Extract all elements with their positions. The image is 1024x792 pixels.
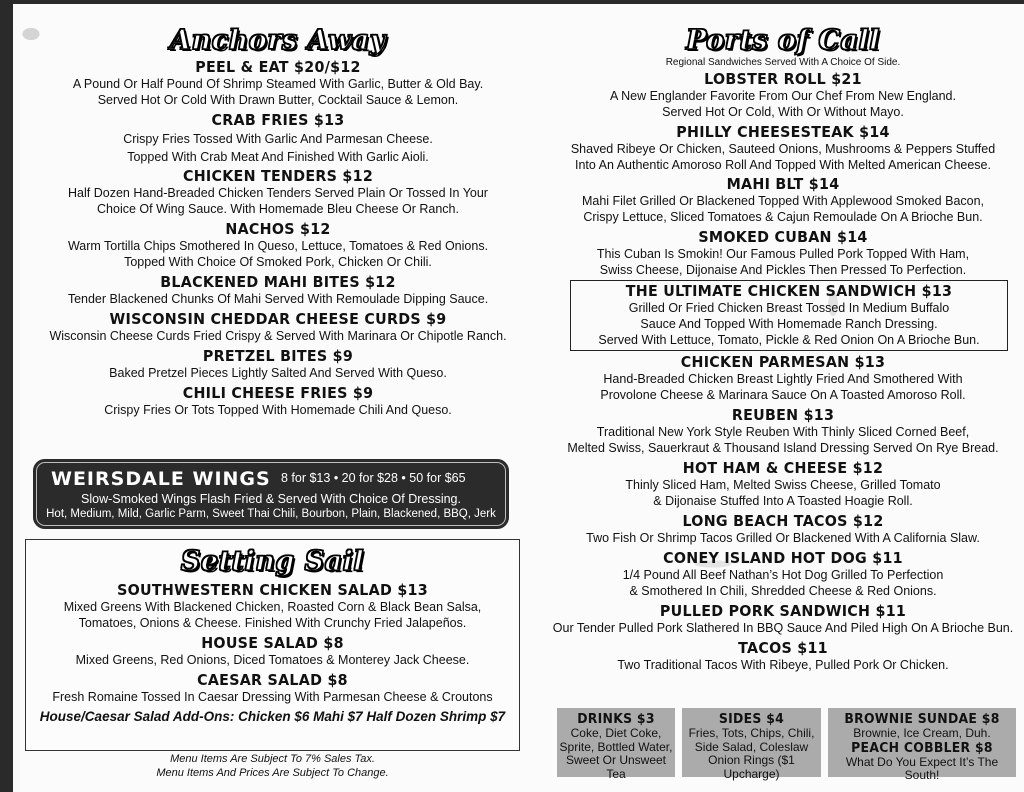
item-name: NACHOS $12 [225,220,331,238]
item-name: PULLED PORK SANDWICH $11 [659,602,907,620]
menu-item [28,347,528,381]
item-desc: Half Dozen Hand-Breaded Chicken Tenders Served Plain Or Tossed In Your [68,186,488,200]
menu-item [543,549,1023,599]
item-name: REUBEN $13 [731,406,835,424]
item-desc: Provolone Cheese & Marinara Sauce On A Toasted Amoroso Roll. [600,388,966,402]
item-name: BROWNIE SUNDAE $8 [844,711,1000,727]
item-desc: What Do You Expect It’s The South! [845,754,999,782]
item-desc: Crispy Fries Tossed With Garlic And Parmesan Cheese. [123,132,433,146]
item-desc: Brownie, Ice Cream, Duh. [853,726,991,740]
item-name: MAHI BLT $14 [726,175,840,193]
item-desc: Served With Lettuce, Tomato, Pickle & Red Onion On A Brioche Bun. [598,333,980,347]
item-name: WISCONSIN CHEDDAR CHEESE CURDS $9 [109,310,447,328]
menu-item [26,634,519,668]
salads-section [25,539,520,751]
item-desc: Swiss Cheese, Dijonaise And Pickles Then Pressed To Perfection. [599,263,967,277]
menu-item [543,639,1023,673]
item-desc: Sprite, Bottled Water, [559,739,673,754]
item-desc: Two Traditional Tacos With Ribeye, Pulled Pork Or Chicken. [617,658,949,672]
menu-item [543,459,1023,509]
item-desc: Fries, Tots, Chips, Chili, [688,726,815,740]
menu-item [543,70,1023,120]
item-desc: Mixed Greens, Red Onions, Diced Tomatoes & Monterey Jack Cheese. [75,653,470,667]
footnote-change: Menu Items And Prices Are Subject To Change. [156,767,389,779]
menu-item [543,602,1023,636]
section-title-setting-sail: Setting Sail [180,546,365,577]
menu-item [28,167,528,217]
menu-item [28,220,528,270]
appetizers-section [28,26,528,418]
salad-addons: House/Caesar Salad Add-Ons: Chicken $6 Mahi $7 Half Dozen Shrimp $7 [39,709,506,724]
item-name: SOUTHWESTERN CHICKEN SALAD $13 [117,581,428,599]
item-name: PEEL & EAT $20/$12 [195,58,361,76]
item-desc: Melted Swiss, Sauerkraut & Thousand Island Dressing Served On Rye Bread. [567,441,999,455]
item-desc: Side Salad, Coleslaw [694,739,809,754]
item-desc: Topped With Crab Meat And Finished With Garlic Aioli. [127,150,429,164]
item-desc: Into An Authentic Amoroso Roll And Topped With Melted American Cheese. [575,158,991,172]
item-name: LOBSTER ROLL $21 [704,70,862,88]
item-name: LONG BEACH TACOS $12 [682,512,884,530]
item-desc: Shaved Ribeye Or Chicken, Sauteed Onions, Mushrooms & Peppers Stuffed [570,142,996,156]
item-name: DRINKS $3 [577,711,655,727]
menu-item [28,58,528,108]
section-subtitle: Regional Sandwiches Served With A Choice Of Side. [665,57,901,68]
item-name: HOT HAM & CHEESE $12 [682,459,884,477]
item-name: SMOKED CUBAN $14 [698,228,868,246]
item-name: CHICKEN PARMESAN $13 [680,353,886,371]
item-desc: Served Hot Or Cold, With Or Without Mayo. [662,105,904,119]
item-name: PHILLY CHEESESTEAK $14 [676,123,890,141]
section-title-anchors-away: Anchors Away [170,25,386,56]
menu-item [26,581,519,631]
item-desc: Crispy Lettuce, Sliced Tomatoes & Cajun Remoulade On A Brioche Bun. [583,210,983,224]
item-name: CHICKEN TENDERS $12 [182,167,374,185]
item-desc: Crispy Fries Or Tots Topped With Homemade Chili And Queso. [104,403,452,417]
item-desc: Two Fish Or Shrimp Tacos Grilled Or Blackened With A California Slaw. [586,531,980,545]
item-name: PEACH COBBLER $8 [851,739,993,756]
item-name: CHILI CHEESE FRIES $9 [182,384,374,402]
menu-item [543,228,1023,278]
item-name: TACOS $11 [738,639,828,657]
wings-title: WEIRSDALE WINGS [51,468,271,490]
menu-item [26,671,519,705]
item-desc: Mahi Filet Grilled Or Blackened Topped With Applewood Smoked Bacon, [581,194,985,208]
menu-item [543,353,1023,403]
footnote-tax: Menu Items Are Subject To 7% Sales Tax. [170,753,375,765]
item-name: BLACKENED MAHI BITES $12 [160,273,396,291]
wings-banner [33,459,509,529]
wings-desc: Slow-Smoked Wings Flash Fried & Served With Choice Of Dressing. [81,492,461,506]
item-desc: A Pound Or Half Pound Of Shrimp Steamed With Garlic, Butter & Old Bay. [72,77,484,91]
item-name: HOUSE SALAD $8 [201,634,344,652]
item-desc: A New Englander Favorite From Our Chef From New England. [610,89,956,103]
item-desc: 1/4 Pound All Beef Nathan’s Hot Dog Grilled To Perfection [622,568,944,582]
item-desc: Wisconsin Cheese Curds Fried Crispy & Served With Marinara Or Chipotle Ranch. [49,329,507,343]
item-desc: & Smothered In Chili, Shredded Cheese & Red Onions. [629,584,937,598]
item-desc: Sweet Or Unsweet Tea [565,753,667,781]
item-desc: Warm Tortilla Chips Smothered In Queso, Lettuce, Tomatoes & Red Onions. [67,239,489,253]
menu-page [13,4,1024,792]
menu-item [28,111,528,165]
sides-box [682,708,821,781]
item-desc: Choice Of Wing Sauce. With Homemade Bleu Cheese Or Ranch. [97,202,459,216]
item-desc: Sauce And Topped With Homemade Ranch Dressing. [640,317,938,331]
item-desc: Topped With Choice Of Smoked Pork, Chicken Or Chili. [124,255,432,269]
menu-item [543,406,1023,456]
item-name: SIDES $4 [718,711,785,727]
menu-item [543,512,1023,546]
wings-flavors: Hot, Medium, Mild, Garlic Parm, Sweet Thai Chili, Bourbon, Plain, Blackened, BBQ, Jerk [46,508,496,520]
menu-item [543,123,1023,173]
item-desc: Mixed Greens With Blackened Chicken, Roasted Corn & Black Bean Salsa, [63,600,482,614]
item-desc: Grilled Or Fried Chicken Breast Tossed In Medium Buffalo [628,301,950,315]
item-name: PRETZEL BITES $9 [202,347,354,365]
wings-prices: 8 for $13 • 20 for $28 • 50 for $65 [281,471,466,485]
item-desc: Baked Pretzel Pieces Lightly Salted And Served With Queso. [109,366,447,380]
item-desc: Coke, Diet Coke, [570,726,662,740]
item-desc: Thinly Sliced Ham, Melted Swiss Cheese, Grilled Tomato [625,478,941,492]
drinks-box [557,708,675,781]
item-desc: Onion Rings ($1 Upcharge) [708,753,795,781]
item-name: CAESAR SALAD $8 [197,671,348,689]
section-title-ports-of-call: Ports of Call [686,25,880,56]
sandwiches-section [543,26,1023,673]
item-desc: Hand-Breaded Chicken Breast Lightly Fried And Smothered With [603,372,963,386]
item-desc: This Cuban Is Smokin! Our Famous Pulled Pork Topped With Ham, [596,247,970,261]
item-name: CONEY ISLAND HOT DOG $11 [663,549,903,567]
item-desc: Fresh Romaine Tossed In Caesar Dressing With Parmesan Cheese & Croutons [52,690,493,704]
item-desc: Traditional New York Style Reuben With Thinly Sliced Corned Beef, [596,425,970,439]
menu-item [28,273,528,307]
item-desc: Tender Blackened Chunks Of Mahi Served With Remoulade Dipping Sauce. [67,292,489,306]
featured-item-box [570,280,1008,351]
item-name: CRAB FRIES $13 [211,111,345,129]
desserts-box [828,708,1016,782]
item-desc: Tomatoes, Onions & Cheese. Finished With Crunchy Fried Jalapeños. [78,616,467,630]
menu-item [543,175,1023,225]
item-desc: & Dijonaise Stuffed Into A Toasted Hoagie Roll. [653,494,913,508]
menu-item [28,384,528,418]
item-desc: Our Tender Pulled Pork Slathered In BBQ Sauce And Piled High On A Brioche Bun. [552,621,1014,635]
item-desc: Served Hot Or Cold With Drawn Butter, Cocktail Sauce & Lemon. [97,93,459,107]
item-name: THE ULTIMATE CHICKEN SANDWICH $13 [625,282,953,300]
footnotes [25,752,520,780]
menu-item [28,310,528,344]
